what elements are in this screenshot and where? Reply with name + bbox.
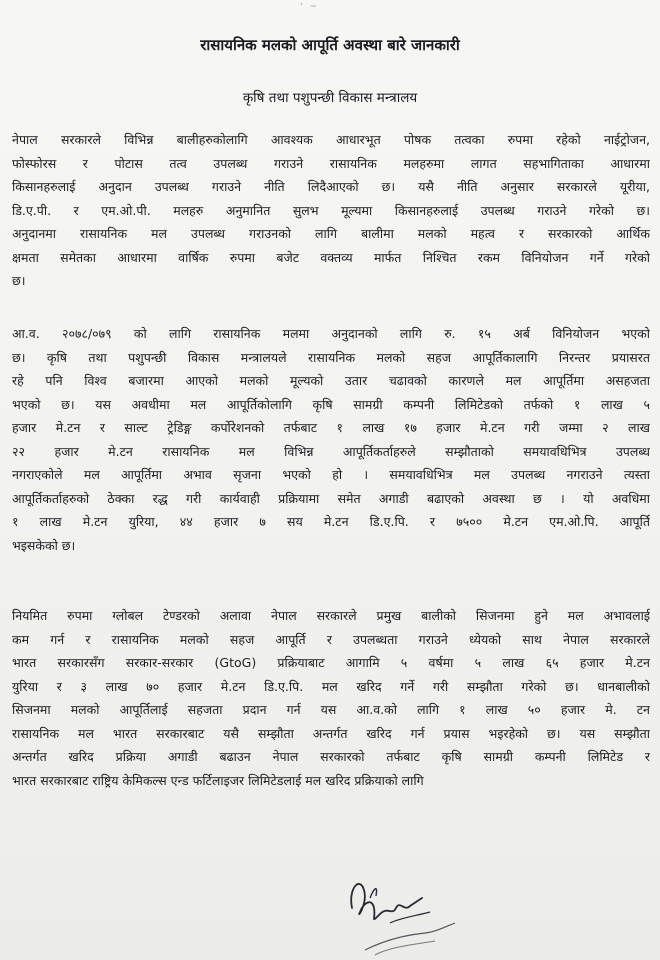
text-line: सिजनमा मलको आपूर्तिलाई सहजता प्रदान गर्न यस आ.व.को लागि १ लाख ५० हजार मे. टन	[12, 702, 650, 717]
text-line: छ।	[12, 273, 26, 288]
text-line: हजार मे.टन र साल्ट ट्रेडिङ्ग कर्पोरेशनको तर्फबाट १ लाख १७ हजार मे.टन गरी जम्मा २ लाख	[12, 420, 650, 435]
top-scan-mark: ' ~	[300, 2, 319, 12]
text-line: नियमित रुपमा ग्लोबल टेण्डरको अलावा नेपाल सरकारले प्रमुख बालीको सिजनमा हुने मल अभावलाई	[12, 608, 650, 623]
paragraph-gtog-agreement	[12, 604, 650, 792]
text-line: आपूर्तिकर्ताहरुको ठेक्का रद्ध गरी कार्यवाही प्रक्रियामा समेत अगाडी बढाएको अवस्था छ । यो अवधिमा	[12, 490, 650, 506]
text-line: छ। कृषि तथा पशुपन्छी विकास मन्त्रालयले रासायनिक मलको सहज आपूर्तिकालागि निरन्तर प्रयासरत	[12, 349, 650, 365]
text-line: अनुदानमा रासायनिक मल उपलब्ध गराउनको लागि बालीमा मलको महत्व र सरकारको आर्थिक	[12, 226, 650, 241]
initial-scribble-mark	[355, 915, 465, 960]
text-line: नेपाल सरकारले विभिन्न बालीहरुकोलागि आवश्यक आधारभूत पोषक तत्वका रुपमा रहेको नाईट्रोजन,	[12, 132, 650, 147]
text-line: २२ हजार मे.टन रासायनिक मल विभिन्न आपूर्तिकर्ताहरुले सम्झौताको समयावधिभित्र उपलब्ध	[12, 443, 650, 459]
text-line: रासायनिक मल भारत सरकारबाट यसै सम्झौता अन्तर्गत खरिद गर्न प्रयास भइरहेको छ। यस सम्झौता	[12, 725, 650, 741]
text-line: रहे पनि विश्व बजारमा आएको मलको मूल्यको उतार चढावको कारणले मल आपूर्तिमा असहजता	[12, 373, 650, 388]
ministry-name: कृषि तथा पशुपन्छी विकास मन्त्रालय	[242, 90, 418, 106]
text-line: १ लाख मे.टन युरिया, ४४ हजार ७ सय मे.टन डि.ए.पि. र ७५०० मे.टन एम.ओ.पि. आपूर्ति	[12, 514, 650, 529]
text-line: युरिया र ३ लाख ७० हजार मे.टन डि.ए.पि. मल खरिद गर्ने गरी सम्झौता गरेको छ। धानबालीको	[12, 678, 650, 694]
text-line: किसानहरुलाई अनुदान उपलब्ध गराउने नीति लिदैआएको छ। यसै नीति अनुसार सरकारले यूरीया,	[12, 179, 650, 194]
text-line: फोस्फोरस र पोटास तत्व उपलब्ध गराउने रासायनिक मलहरुमा लागत सहभागिताका आधारमा	[12, 155, 650, 171]
text-line: भइसकेको छ।	[12, 537, 76, 553]
text-line: नगराएकोले मल आपूर्तिमा अभाव सृजना भएको हो । समयावधिभित्र मल उपलब्ध नगराउने त्यस्ता	[12, 467, 650, 482]
text-line: कम गर्न र रासायनिक मलको सहज आपूर्ति र उपलब्धता गराउने ध्येयको साथ नेपाल सरकारले	[12, 631, 650, 647]
text-line: भएको छ। यस अवधीमा मल आपूर्तिकोलागि कृषि सामग्री कम्पनी लिमिटेडको तर्फको १ लाख ५	[12, 396, 650, 412]
text-line: भारत सरकारबाट राष्ट्रिय केमिकल्स एन्ड फर्टिलाइजर लिमिटेडलाई मल खरिद प्रक्रियाको लागि	[12, 772, 424, 788]
text-line: आ.व. २०७८/०७९ को लागि रासायनिक मलमा अनुदानको लागि रु. १५ अर्ब विनियोजन भएको	[12, 326, 650, 341]
text-line: डि.ए.पी. र एम.ओ.पी. मलहरु अनुमानित सुलभ मूल्यमा किसानहरुलाई उपलब्ध गराउने गरेको छ।	[12, 202, 650, 218]
text-line: अन्तर्गत खरिद प्रक्रिया अगाडी बढाउन नेपाल सरकारको तर्फबाट कृषि सामग्री कम्पनी लिमिटेड र	[12, 749, 650, 764]
text-line: क्षमता समेतका आधारमा वार्षिक रुपमा बजेट वक्तव्य मार्फत निश्चित रकम विनियोजन गर्ने गरेको	[12, 249, 650, 265]
paragraph-subsidy-policy	[12, 128, 650, 293]
text-line: भारत सरकारसँग सरकार-सरकार (GtoG) प्रक्रियाबाट आगामि ५ वर्षमा ५ लाख ६५ हजार मे.टन	[12, 655, 650, 670]
document-title: रासायनिक मलको आपूर्ति अवस्था बारे जानकारी	[200, 36, 460, 54]
paragraph-supply-status	[12, 322, 650, 557]
